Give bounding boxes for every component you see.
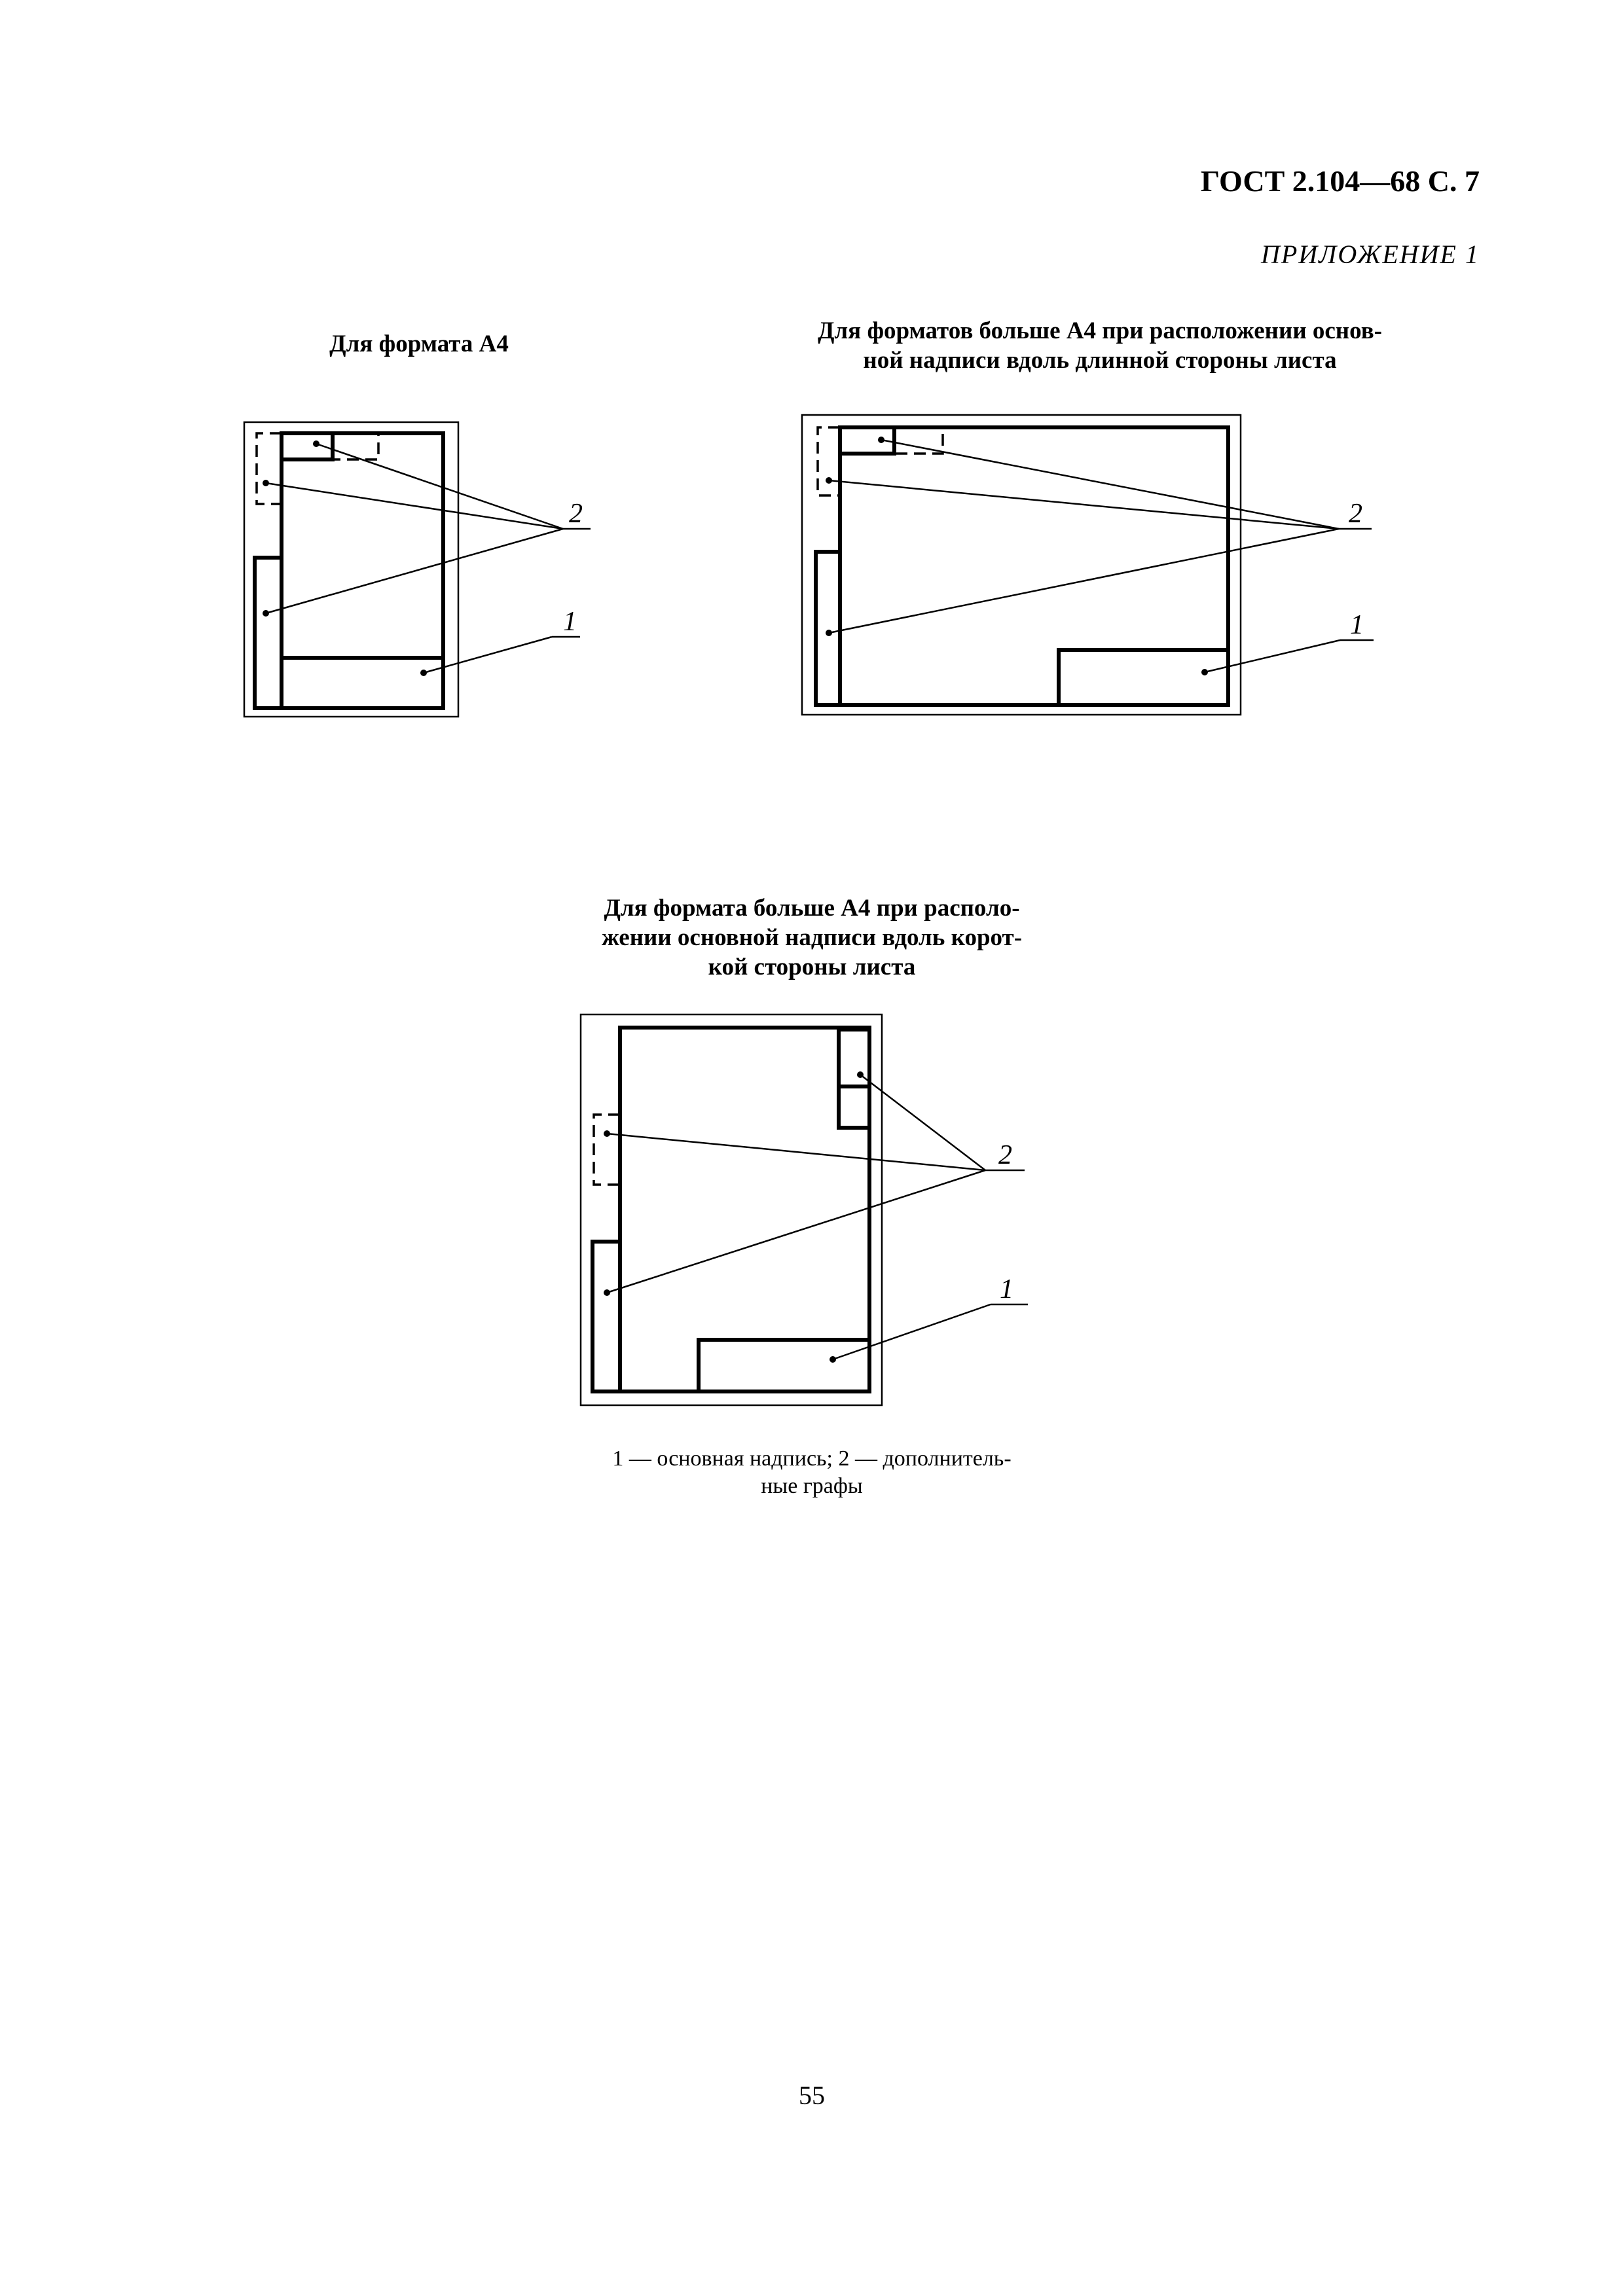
figure-3-caption-line: жении основной надписи вдоль корот- bbox=[601, 924, 1023, 951]
standard-designation: ГОСТ 2.104—68 С. 7 bbox=[1200, 164, 1480, 198]
side-extra-column bbox=[255, 558, 282, 708]
title-block bbox=[699, 1340, 869, 1391]
leader-dot bbox=[830, 1356, 836, 1363]
drawing-frame bbox=[282, 433, 443, 708]
leader-dot bbox=[604, 1289, 610, 1296]
figure-3-caption-line: кой стороны листа bbox=[708, 954, 916, 980]
dashed-extra-column bbox=[257, 433, 282, 504]
label-1: 1 bbox=[1350, 610, 1364, 640]
figure-2-caption-line: ной надписи вдоль длинной стороны листа bbox=[863, 347, 1337, 374]
figure-1-diagram bbox=[244, 422, 591, 717]
side-extra-column bbox=[593, 1242, 620, 1391]
figure-2-caption-line: Для форматов больше А4 при расположении основ- bbox=[817, 317, 1383, 344]
figure-2-diagram bbox=[802, 415, 1374, 715]
leader-dot bbox=[420, 670, 427, 676]
leader-dot bbox=[263, 610, 269, 617]
leader-dot bbox=[313, 440, 319, 447]
dashed-extra-column bbox=[818, 427, 840, 495]
leader-dot bbox=[878, 437, 884, 443]
dashed-top-column bbox=[333, 433, 378, 459]
label-1: 1 bbox=[563, 607, 577, 637]
figure-1-caption: Для формата А4 bbox=[329, 331, 509, 357]
label-2: 2 bbox=[1349, 499, 1362, 529]
leader-2 bbox=[607, 1170, 985, 1293]
leader-dot bbox=[826, 477, 832, 484]
sheet-edge bbox=[802, 415, 1241, 715]
leader-1 bbox=[833, 1304, 991, 1359]
label-2: 2 bbox=[998, 1140, 1012, 1170]
label-1: 1 bbox=[1000, 1274, 1013, 1304]
side-extra-column bbox=[816, 552, 840, 705]
figure-3-diagram bbox=[581, 1014, 1028, 1405]
title-block bbox=[1059, 650, 1228, 705]
figure-legend bbox=[537, 1445, 1087, 1500]
legend-line: ные графы bbox=[761, 1474, 863, 1498]
drawing-frame bbox=[620, 1028, 869, 1391]
label-2: 2 bbox=[569, 499, 583, 529]
dashed-extra-column bbox=[594, 1115, 620, 1185]
page-number: 55 bbox=[799, 2081, 825, 2110]
leader-2 bbox=[829, 529, 1339, 633]
leader-dot bbox=[857, 1071, 864, 1078]
leader-2 bbox=[829, 480, 1339, 529]
leader-2 bbox=[860, 1075, 985, 1170]
leader-2 bbox=[881, 440, 1339, 529]
legend-line: 1 — основная надпись; 2 — дополнитель- bbox=[612, 1446, 1012, 1471]
leader-dot bbox=[263, 480, 269, 486]
leader-2 bbox=[266, 483, 563, 529]
leader-dot bbox=[826, 630, 832, 636]
leader-dot bbox=[604, 1130, 610, 1137]
leader-2 bbox=[316, 444, 563, 529]
leader-1 bbox=[1205, 640, 1340, 672]
leader-dot bbox=[1201, 669, 1208, 675]
figure-3-caption-line: Для формата больше А4 при располо- bbox=[604, 895, 1020, 922]
leader-2 bbox=[266, 529, 563, 613]
appendix-title: ПРИЛОЖЕНИЕ 1 bbox=[1261, 240, 1480, 269]
leader-2 bbox=[607, 1134, 985, 1170]
